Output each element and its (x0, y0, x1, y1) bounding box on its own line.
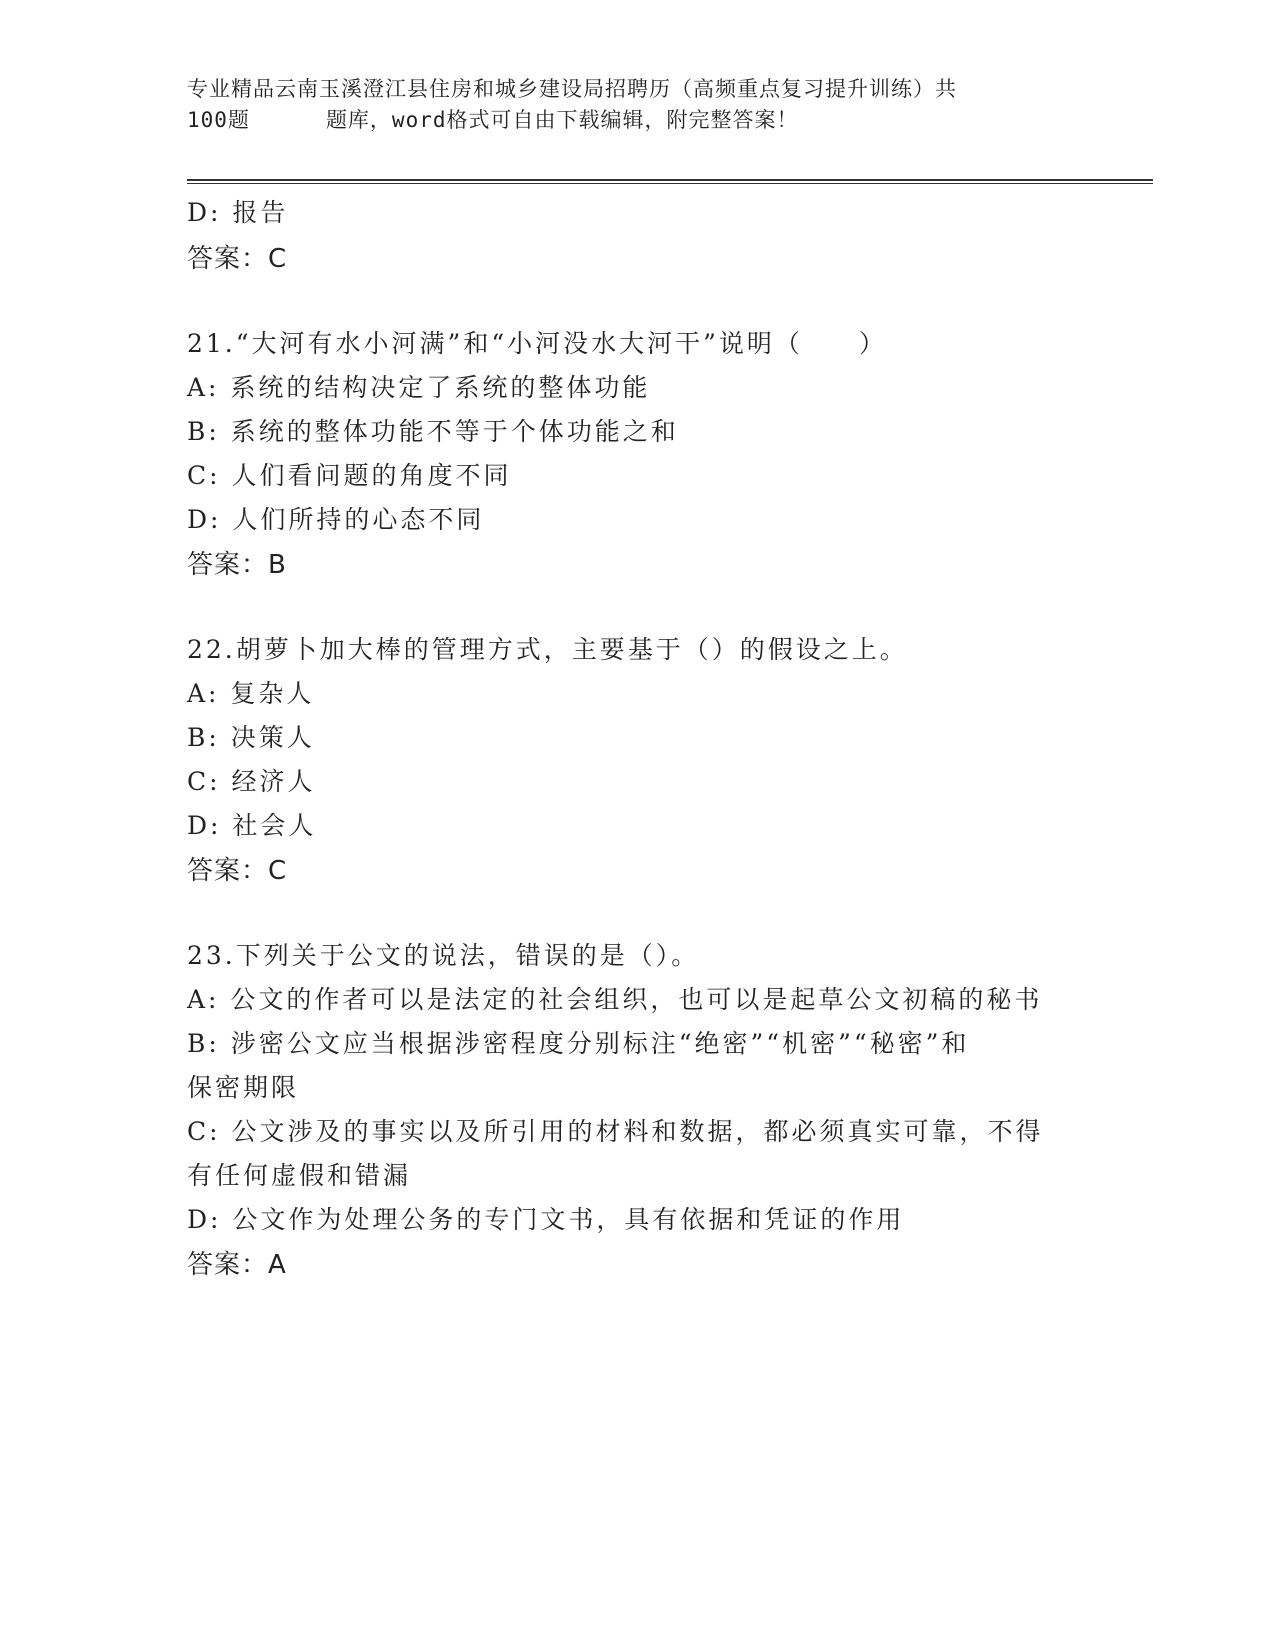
q21-option-c: C: 人们看问题的角度不同 (187, 461, 512, 490)
q22-option-d: D: 社会人 (187, 811, 317, 840)
q23-answer: 答案：A (187, 1250, 287, 1280)
q21-option-d: D: 人们所持的心态不同 (187, 505, 485, 534)
page-header (187, 74, 1067, 136)
header-description: 题库，word格式可自由下载编辑，附完整答案！ (325, 108, 799, 132)
q22-option-b: B: 决策人 (187, 723, 315, 752)
q23-stem: 23.下列关于公文的说法，错误的是（）。 (187, 941, 700, 970)
q21-option-a: A: 系统的结构决定了系统的整体功能 (187, 373, 651, 402)
q23-option-c-line1: C: 公文涉及的事实以及所引用的材料和数据，都必须真实可靠，不得 (187, 1117, 1044, 1146)
q22-option-a: A: 复杂人 (187, 679, 315, 708)
q22-option-c: C: 经济人 (187, 767, 316, 796)
header-divider-thick (187, 179, 1153, 181)
q23-option-b-line2: 保密期限 (187, 1073, 300, 1102)
header-divider-thin (187, 183, 1153, 184)
q23-option-d: D: 公文作为处理公务的专门文书，具有依据和凭证的作用 (187, 1205, 905, 1234)
q21-option-b: B: 系统的整体功能不等于个体功能之和 (187, 417, 679, 446)
q22-stem: 22.胡萝卜加大棒的管理方式，主要基于（）的假设之上。 (187, 635, 908, 664)
prev-answer: 答案：C (187, 244, 288, 274)
header-question-count: 100题 (187, 108, 250, 132)
q23-option-a: A: 公文的作者可以是法定的社会组织，也可以是起草公文初稿的秘书 (187, 985, 1043, 1014)
prev-option-d: D: 报告 (187, 198, 289, 227)
header-title-line2 (187, 105, 1067, 136)
header-title-line1: 专业精品云南玉溪澄江县住房和城乡建设局招聘历（高频重点复习提升训练）共 (187, 77, 957, 101)
q23-option-c-line2: 有任何虚假和错漏 (187, 1161, 412, 1190)
q21-stem: 21.“大河有水小河满”和“小河没水大河干”说明（ ） (187, 329, 887, 358)
q22-answer: 答案：C (187, 856, 288, 886)
q23-option-b-line1: B: 涉密公文应当根据涉密程度分别标注“绝密”“机密”“秘密”和 (187, 1029, 970, 1058)
q21-answer: 答案：B (187, 550, 287, 580)
